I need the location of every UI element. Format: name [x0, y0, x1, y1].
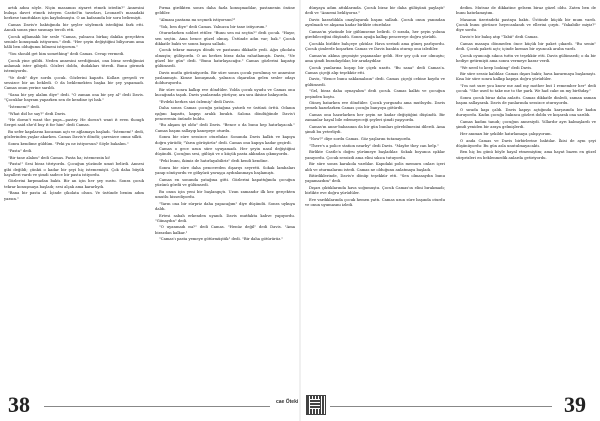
paragraph: Ben hiç bu günü böyle hayal etmemiştim; ama hayat bazen en güzel sürprizleri en beklenmedik anlarda getiriyordu.: [456, 150, 596, 160]
paragraph: Eve vardıklarında çocuk hemen yattı. Camas uzun süre başında oturdu ve onun uyumasını izledi.: [305, 198, 445, 208]
paragraph: "İstemem!" dedi.: [8, 104, 41, 109]
paragraph: "Bana bir pasta al. İçinde çikolata olsun. Ve üstünde benim adım yazsın.": [4, 191, 144, 201]
right-page-number: 39: [564, 392, 586, 417]
right-footer-rule: [330, 406, 552, 407]
paragraph: "Pasta!" Sesi biraz titriyordu. Çocuğun yüzünde umut belirdi. Annesi gibi değildi; çünkü o kadar bir şeyi hiç istememişti. Çok daha büyük hayalleri vardı ve şimdi sadece bir pasta istiyordu.: [4, 162, 144, 177]
footer-brand-logo: cae Öteki: [276, 399, 299, 405]
text-column: [155, 6, 295, 390]
paragraph: Camas en sonunda yatağına gitti. Gözlerini kapattığında çocuğun yüzünü gördü ve gülümsedi.: [155, 177, 295, 187]
paragraph: "Peki bunu, ikimiz de hatırlayabiliriz" dedi kendi kendine.: [159, 159, 269, 164]
paragraph: Masanın üzerindeki pastaya baktı. Üstünde küçük bir mum vardı. Çocuk bunu görünce heyecanlandı ve ellerini çırptı. "Yakabilir miyiz?" diye sordu.: [456, 17, 596, 33]
paragraph: "Evdeki herkes sizi özlemiş" dedi Davis.: [159, 99, 235, 104]
text-column: [4, 6, 144, 390]
paragraph: Otururlarken sohbet ettiler. "Bunu sen mi seçtin?" dedi çocuk. "Hayır, sen seçtin. Ama bence güzel olmuş. Üstünde adın var; bak." Çocuk dikkatle baktı ve sonra başını salladı.: [155, 31, 295, 46]
paragraph: Bir süre sessiz kaldılar. Camas dışarı baktı; hava kararmaya başlamıştı. Kısa bir süre sonra kalkıp kapıya doğru yürüdüler.: [456, 72, 596, 82]
paragraph: Camas masaya dönmeden önce küçük bir paket çıkardı. "Bu senin" dedi. Çocuk paketi açtı; içinde kırmızı bir oyuncak araba vardı.: [456, 41, 596, 51]
paragraph: Gözlerini kırpmadan baktı. Bir an için her şey sustu. Sonra çocuk tekrar konuşmaya başladı; sesi alçak ama kararlıydı.: [4, 179, 144, 189]
paragraph: Davis mutlu görünüyordu. Bir süre sonra çocuk yorulmuş ve annesine yaslanmıştı. Kimse konuşmadı, yalnızca dışarıdan gelen sesler odayı dolduruyordu.: [155, 70, 295, 85]
left-page-number: 38: [8, 392, 30, 417]
paragraph: Camas'ın anne-babasının da bir gün bunları görebilmesini dilerdi. Ama şimdi bu yeterliydi.: [305, 125, 445, 135]
qr-code-icon: [306, 395, 326, 415]
paragraph: Camas onu hazırlarken her şeyin ne kadar değiştiğini düşündü. Bir zamanlar hayal bile edemeyeceği şeyleri şimdi yaşıyordu.: [305, 113, 445, 123]
text-column: [305, 6, 445, 390]
paragraph: "Almanı pastamı mı seçmek istiyorsun?": [159, 17, 236, 22]
paragraph: Camas'ın aklına geçmişte yaşananlar geldi. Her şey çok zor olmuştu; ama şimdi buradaydılar, bir aradaydılar.: [305, 53, 445, 63]
paragraph: Camas o gece uzun süre uyuyamadı. Her şeyin nasıl değiştiğini düşündü. Çocuğun sesi, gülüşü ve o küçük pasta aklından çıkmıyordu.: [155, 147, 295, 157]
left-footer-rule: [44, 406, 270, 407]
paragraph: Çocuk yanlarına koşup bir çiçek uzattı. "Bu sana" dedi Camas'a. Camas çiçeği alıp teşekkür etti.: [305, 65, 445, 75]
paragraph: Camas kadını tanıdı; çocuğun annesiydi. Yıllardır ayrı kalmışlardı ve şimdi yeniden bir araya gelmişlerdi.: [456, 119, 596, 130]
paragraph: dedim. Mutsuz de dikkatine gelsem biraz güzel oldu. Zaten ben de bunu hatırlamıştım.: [456, 6, 596, 16]
paragraph: Camas'ın yüzünde bir gülümseme belirdi. O sırada, her şeyin yoluna girebileceğini düşündü. Sonra ayağa kalkıp pencereye doğru yürüdü.: [305, 29, 445, 39]
paragraph: "Bir tane alalım" dedi Camas. Pasta ha; istemezsin ki!: [8, 155, 111, 160]
paragraph: "Bu akşam iyi oldu" dedi Davis. "Bence o da bunu hep hatırlayacak." Camas başını sallayıp kanepeye oturdu.: [155, 123, 295, 133]
paragraph: Çocuk yine güldü. Neden annesini sevdiğimizi, onu biraz sevdiğimizi anlamak ister gibiydi. Gözleri doldu, dudakları titredi. Bunu görmek istemiyordu.: [4, 58, 144, 74]
paragraph: Sonra bir süre daha pencereden dışarıyı seyretti. Sokak lambaları yanıp sönüyordu ve gökyüzü yavaşça aydınlanmaya başlamıştı.: [155, 165, 295, 176]
paragraph: Çocuk ağlamaklı bir sesle "Camas, yalnızca birkaç dakika gerçekten seninle konuşmak istiyorum." dedi. "Her şeyin değiştiğini biliyorum ama hâlâ ben olduğumu bilmeni istiyorum.": [4, 34, 144, 50]
paragraph: "Now?" diye sordu Camas. Göz yaşlarını tutamıyordu.: [309, 136, 412, 141]
paragraph: Çocukla birlikte bahçeye çıktılar. Hava serindi ama güneş parlıyordu. Çocuk çimlerde koşarken Camas ve Davis bankta oturup onu izlediler.: [305, 41, 445, 51]
paragraph: Ertesi sabah erkenden uyandı. Davis mutfakta kahve yapıyordu. "Günaydın" dedi.: [155, 213, 295, 223]
paragraph: "Ve dedi" diye sordu çocuk. Gözlerini kapattı. Kolları gevşedi ve sessizce bir an bekledi. O da beklemekten başka bir şey yapamadı. Camas onun yerine sarıldı.: [4, 75, 144, 91]
paragraph: Çocuk oyuncağı sıkıca tuttu ve teşekkür etti. Davis gülümsedi; o da bir hediye getirmişti ama sonra vermeye karar verdi.: [456, 53, 596, 63]
paragraph: Birlikte Castle'a doğru yürümeye başladılar. Sokak boyunca ışıklar yanıyordu. Çocuk sessizdi ama elini sıkıca tutuyordu.: [305, 150, 445, 160]
paragraph: dünyaya adım attıklarında. Çocuk biraz bir daha gülüşünü paylaştı" dedi ve "Annemi bekliyoruz.": [305, 6, 445, 16]
paragraph: Davis'e bir bakış atıp "Tabii" dedi Camas.: [460, 34, 539, 39]
paragraph: "I'm not sure you know me and my mother but I remember her" dedi çocuk. "She used to take me to the park. We had cake on my birthday.": [456, 84, 596, 94]
paragraph: Bu onun için yeni bir başlangıçtı. Uzun zamandır ilk kez gerçekten umutlu hissediyordu.: [155, 189, 295, 199]
paragraph: "Yok, ben diye" dedi Camas. Yalnızca bir tane istiyorum.": [159, 24, 268, 29]
paragraph: Davis kararlılıkla onaylayarak başını salladı. Çocuk onun yanından ayrılmadı ve akşama kadar birlikte oturdular.: [305, 17, 445, 28]
right-page: [305, 6, 596, 390]
paragraph: Sonra bir süre sessizce oturdular. Sonunda Davis kalktı ve kapıya doğru yürüdü; "Yarın görüşürüz" dedi. Camas onu kapıya kadar geçirdi.: [155, 135, 295, 145]
text-column: [456, 6, 596, 390]
paragraph: artık adını söyle. Niçin masamızı ziyaret etmek istedin?" Annesini buluşa davet etmek isteyen Castiel'in tavırları, Leonard'ı masadaki herkese tanıttıkları için kaybolmuştu. O an kafasında bir soru belirmişti.: [4, 6, 144, 21]
paragraph: Dışarı çıktıklarında hava soğumuştu. Çocuk Camas'ın elini bırakmadı; birlikte eve doğru yürüdüler.: [305, 186, 445, 196]
paragraph: Bu sefer kapılarını kocaman açtı ve ağlamaya başladı. "İstemem!" dedi, gözlerinden yaşlar akarken. Camas Davis'e döndü; çaresizce omuz silkti.: [4, 130, 144, 140]
paragraph: "You should get him something" dedi Camas. Cevap vermedi.: [8, 52, 125, 57]
paragraph: "Sana bir şey alalım diye" dedi. "O zaman ona bir şey al" dedi Davis. "Çocuklar bayram yaparken sen de kendine iyi bak.": [4, 92, 144, 103]
paragraph: Camas Davis'e baktığında bir şeyler söylemek istediğini fark etti. Ancak sonra yine susmayı tercih etti.: [4, 23, 144, 33]
paragraph: Güneş batarken eve döndüler. Çocuk yorgundu ama mutluydu. Davis yemek hazırlarken Camas çocuğu banyoya götürdü.: [305, 101, 445, 111]
page-footer: [0, 392, 600, 421]
paragraph: "Pasta" dedi.: [8, 148, 33, 153]
paragraph: Pırma girdikten sonra daha fazla konuşmadılar, pastanenin önüne geldiler.: [155, 6, 295, 16]
paragraph: Sonra çocuk biraz daha anlattı. Camas dikkatle dinledi, zaman zaman başını sallayarak. Davis de yanlarında sessizce oturuyordu.: [456, 96, 596, 106]
paragraph: Çocuk tekrar masaya döndü ve pastasını dikkatle yedi. Ağzı çikolata olmuştu; gülüyordu. O an herkes biraz daha rahatlamıştı. Davis, "Ne güzel bir gün" dedi. "Bunu hatırlayacağız." Camas gözlerini kapatıp gülümsedi.: [155, 48, 295, 68]
page-gutter: [299, 0, 301, 421]
paragraph: "Gel, biraz daha oynayalım" dedi çocuk. Camas kalktı ve çocuğun peşinden koştu.: [305, 89, 445, 99]
paragraph: Bitirdiklerinde, Davis'e dönüp teşekkür etti. "Sen olmasaydın bunu yapamazdım" dedi.: [305, 174, 445, 184]
paragraph: "Camas'ı pasta yemeye götürmüştük" dedi. "Bir daha götürürüz.": [159, 237, 284, 242]
paragraph: Davis, "Bence bunu saklamalısın" dedi. Camas çiçeği cebine koydu ve gülümsedi.: [305, 77, 445, 87]
paragraph: O anda Camas ve Davis birbirlerine baktılar. İkisi de aynı şeyi düşünüyordu: Bu gün asla unutulmayacaktı.: [456, 138, 596, 148]
paragraph: "What did he say?" dedi Davis.: [8, 111, 67, 116]
paragraph: "There's a police station nearby" dedi Davis. "Maybe they can help.": [309, 143, 439, 148]
paragraph: Sonra kendime güldüm. "Peki ya ne istiyorsun? Söyle bakalım.": [8, 142, 129, 147]
paragraph: "O uyanmadı mı?" dedi Camas. "Henüz değil" dedi Davis. "Ama birazdan kalkar.": [155, 225, 295, 235]
paragraph: O sırada kapı çaldı. Davis kapıyı açtığında karşısında bir kadın duruyordu. Kadın çocuğa bakınca gözleri doldu ve koşarak ona sarıldı.: [456, 108, 596, 118]
paragraph: "He doesn't want the pups—pastry. He doesn't want it even though Sergei said she'd buy it for him" dedi Camas.: [4, 118, 144, 128]
paragraph: Her anımızı bir şekilde hatırlamaya çalışıyorum.: [460, 131, 552, 136]
paragraph: Bir süre sonra kalkıp eve döndüler. Yolda çocuk uyudu ve Camas onu kucağında taşıdı. Davis yanlarında yürüyor, ara sıra ikisine bakıyordu.: [155, 87, 295, 97]
paragraph: "We need to keep looking" dedi Davis.: [460, 65, 533, 70]
paragraph: "Yarın ona bir sürpriz daha yapacağım" diye düşündü. Sonra uykuya daldı.: [155, 201, 295, 211]
paragraph: Bir süre sonra karakola vardılar. Kapıdaki polis memuru onları içeri aldı ve oturmalarını istedi. Camas ne olduğunu anlatmaya başladı.: [305, 162, 445, 172]
left-page: [4, 6, 295, 390]
paragraph: Daha sonra Camas çocuğu yatağına yatırdı ve üstünü örttü. Odanın ışığını kapattı, kapıyı aralık bıraktı. Salona döndüğünde Davis'i pencerenin önünde buldu.: [155, 106, 295, 121]
